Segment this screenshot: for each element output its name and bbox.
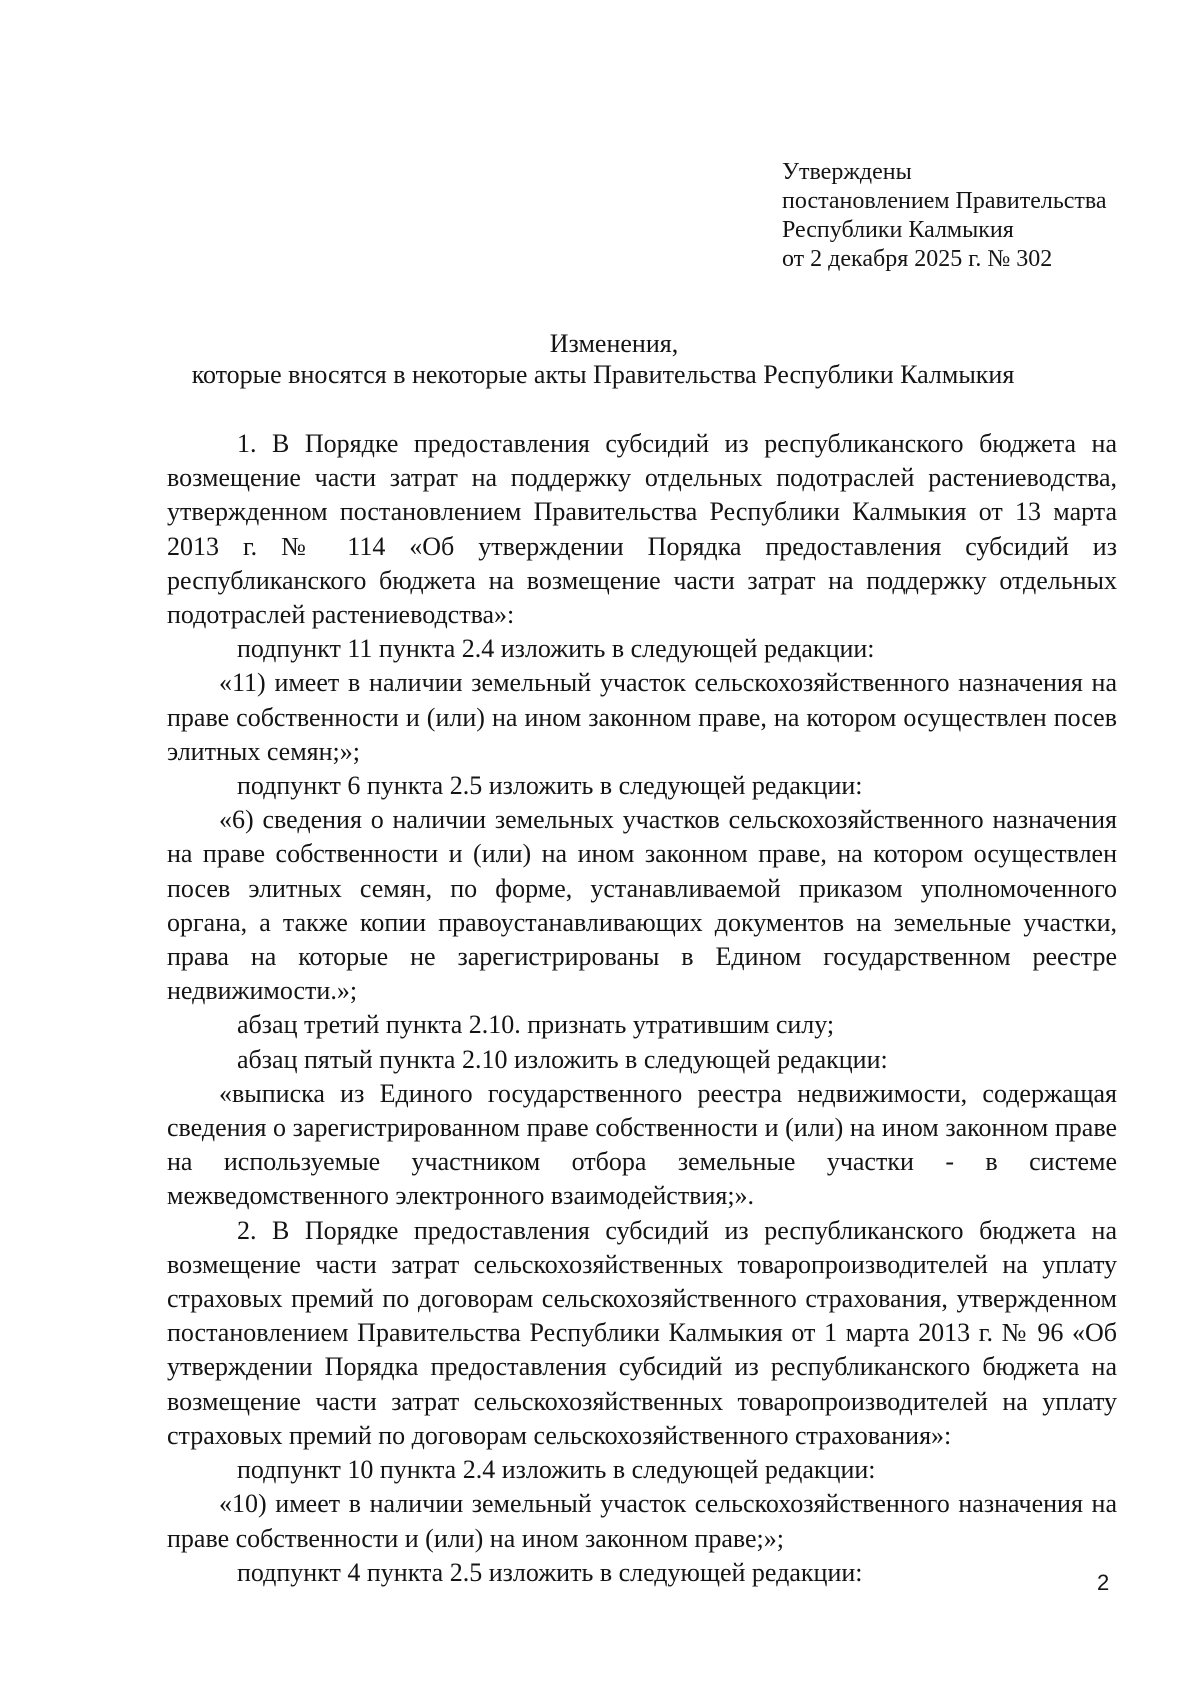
paragraph-instruction: подпункт 6 пункта 2.5 изложить в следующей редакции: xyxy=(237,771,863,801)
paragraph-instruction: подпункт 10 пункта 2.4 изложить в следующей редакции: xyxy=(237,1455,876,1485)
approval-stamp-block xyxy=(782,158,1107,274)
paragraph-instruction: абзац третий пункта 2.10. признать утратившим силу; xyxy=(237,1010,835,1040)
document-body xyxy=(167,427,1117,1590)
page-number: 2 xyxy=(1097,1570,1110,1595)
approval-line: Республики Калмыкия xyxy=(782,217,1014,243)
paragraph-instruction: абзац пятый пункта 2.10 изложить в следующей редакции: xyxy=(237,1044,888,1074)
approval-line: от 2 декабря 2025 г. № 302 xyxy=(782,246,1053,272)
approval-line: постановлением Правительства xyxy=(782,188,1107,214)
paragraph-instruction: подпункт 11 пункта 2.4 изложить в следующей редакции: xyxy=(237,634,875,664)
paragraph-quote: «выписка из Единого государственного реестра недвижимости, содержащая сведения о зарегистрированном праве собственности и (или) на ином законном праве на используемые участником отбора земельные участки - в системе межведомственного электронного взаимодействия;». xyxy=(167,1078,1117,1211)
approval-line: Утверждены xyxy=(782,159,912,185)
paragraph-item-2: 2. В Порядке предоставления субсидий из республиканского бюджета на возмещение части затрат сельскохозяйственных товаропроизводителей на уплату страховых премий по договорам сельскохозяйственного страхования, утвержденном постановлением Правительства Республики Калмыкия от 1 марта 2013 г. № 96 «Об утверждении Порядка предоставления субсидий из республиканского бюджета на возмещение части затрат сельскохозяйственных товаропроизводителей на уплату страховых премий по договорам сельскохозяйственного страхования»: xyxy=(167,1215,1117,1450)
paragraph-quote: «11) имеет в наличии земельный участок сельскохозяйственного назначения на праве собственности и (или) на ином законном праве, на котором осуществлен посев элитных семян;»; xyxy=(167,668,1117,766)
subtitle-line: которые вносятся в некоторые акты Правительства Республики Калмыкия xyxy=(191,360,1015,389)
paragraph-instruction: подпункт 4 пункта 2.5 изложить в следующей редакции: xyxy=(237,1557,863,1587)
paragraph-quote: «6) сведения о наличии земельных участков сельскохозяйственного назначения на праве собственности и (или) на ином законном праве, на котором осуществлен посев элитных семян, по форме, устанавливаемой приказом уполномоченного органа, а также копии правоустанавливающих документов на земельные участки, права на которые не зарегистрированы в Едином государственном реестре недвижимости.»; xyxy=(167,805,1117,1006)
paragraph-item-1: 1. В Порядке предоставления субсидий из республиканского бюджета на возмещение части затрат на поддержку отдельных подотраслей растениеводства, утвержденном постановлением Правительства Республики Калмыкия от 13 марта 2013 г. № 114 «Об утверждении Порядка предоставления субсидий из республиканского бюджета на возмещение части затрат на поддержку отдельных подотраслей растениеводства»: xyxy=(167,429,1117,630)
title-line: Изменения, xyxy=(549,329,679,358)
paragraph-quote: «10) имеет в наличии земельный участок сельскохозяйственного назначения на праве собственности и (или) на ином законном праве;»; xyxy=(167,1489,1117,1553)
document-title xyxy=(0,328,1200,390)
